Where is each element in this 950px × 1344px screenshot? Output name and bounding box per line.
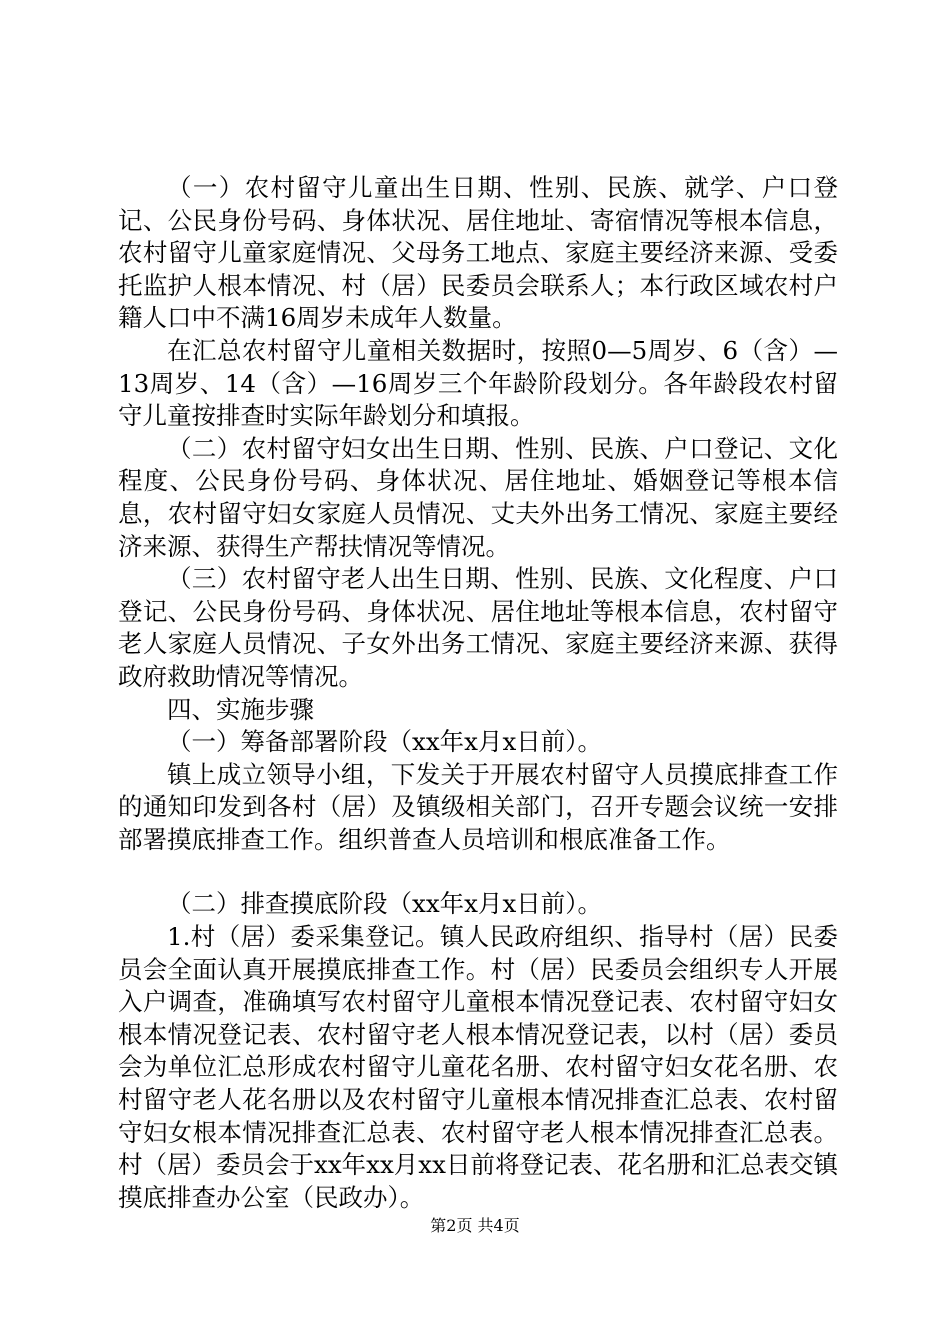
paragraph-village-registration: 1.村（居）委采集登记。镇人民政府组织、指导村（居）民委员会全面认真开展摸底排查工作。村（居）民委员会组织专人开展入户调查，准确填写农村留守儿童根本情况登记表、农村留守妇女根本情况登记表、农村留守老人根本情况登记表，以村（居）委员会为单位汇总形成农村留守儿童花名册、农村留守妇女花名册、农村留守老人花名册以及农村留守儿童根本情况排查汇总表、农村留守妇女根本情况排查汇总表、农村留守老人根本情况排查汇总表。村（居）委员会于xx年xx月xx日前将登记表、花名册和汇总表交镇摸底排查办公室（民政办）。 [118,922,838,1212]
page-footer: 第2页 共4页 [430,1216,520,1235]
paragraph-age-groups: 在汇总农村留守儿童相关数据时，按照0—5周岁、6（含）—13周岁、14（含）—16周岁三个年龄阶段划分。各年龄段农村留守儿童按排查时实际年龄划分和填报。 [118,335,838,431]
subheading-investigation: （二）排查摸底阶段（xx年x月x日前）。 [167,889,603,919]
paragraph-preparation: 镇上成立领导小组，下发关于开展农村留守人员摸底排查工作的通知印发到各村（居）及镇级相关部门，召开专题会议统一安排部署摸底排查工作。组织普查人员培训和根底准备工作。 [118,759,838,854]
paragraph-children-info: （一）农村留守儿童出生日期、性别、民族、就学、户口登记、公民身份号码、身体状况、居住地址、寄宿情况等根本信息，农村留守儿童家庭情况、父母务工地点、家庭主要经济来源、受委托监护人根本情况、村（居）民委员会联系人；本行政区域农村户籍人口中不满16周岁未成年人数量。 [118,173,838,333]
paragraph-elderly-info: （三）农村留守老人出生日期、性别、民族、文化程度、户口登记、公民身份号码、身体状况、居住地址等根本信息，农村留守老人家庭人员情况、子女外出务工情况、家庭主要经济来源、获得政府救助情况等情况。 [118,564,838,691]
paragraph-women-info: （二）农村留守妇女出生日期、性别、民族、户口登记、文化程度、公民身份号码、身体状况、居住地址、婚姻登记等根本信息，农村留守妇女家庭人员情况、丈夫外出务工情况、家庭主要经济来源、获得生产帮扶情况等情况。 [118,433,838,561]
subheading-preparation: （一）筹备部署阶段（xx年x月x日前）。 [167,727,603,757]
section-heading-steps: 四、实施步骤 [167,694,314,724]
document-body [118,172,838,1214]
